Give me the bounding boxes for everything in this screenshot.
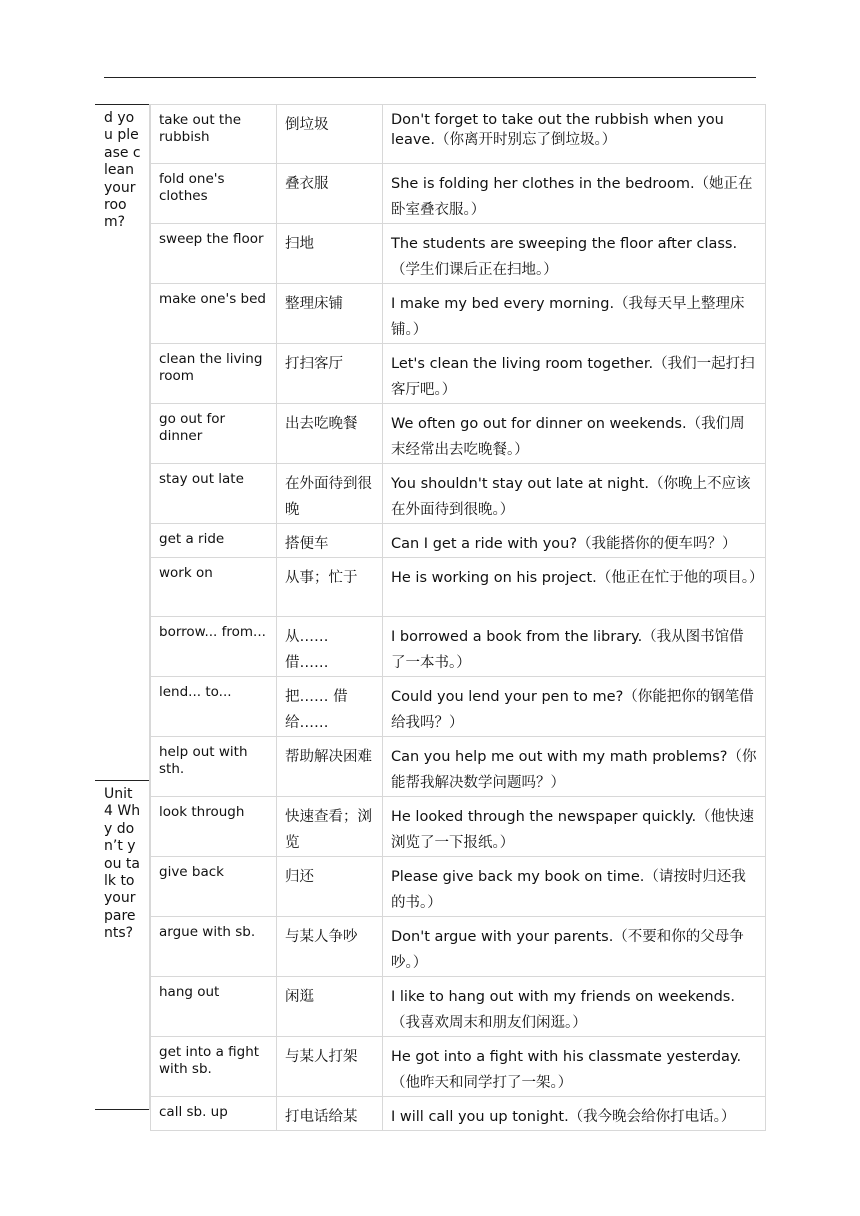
unit-separator-rule	[95, 780, 149, 781]
chinese-meaning-cell: 整理床铺	[277, 284, 383, 344]
example-sentence-cell: Let's clean the living room together.（我们一起打扫客厅吧。）	[383, 344, 766, 404]
unit-column-bottom-rule	[95, 1109, 149, 1110]
table-row	[151, 164, 766, 224]
example-sentence-cell: I like to hang out with my friends on weekends.（我喜欢周末和朋友们闲逛。）	[383, 977, 766, 1037]
chinese-meaning-cell: 闲逛	[277, 977, 383, 1037]
table-row	[151, 284, 766, 344]
table-row	[151, 857, 766, 917]
phrase-cell: clean the living room	[151, 344, 277, 404]
phrase-cell: sweep the floor	[151, 224, 277, 284]
chinese-meaning-cell: 与某人争吵	[277, 917, 383, 977]
phrase-cell: hang out	[151, 977, 277, 1037]
chinese-meaning-cell: 在外面待到很晚	[277, 464, 383, 524]
chinese-meaning-cell: 归还	[277, 857, 383, 917]
example-sentence-cell: Can I get a ride with you?（我能搭你的便车吗？）	[383, 524, 766, 558]
table-row	[151, 797, 766, 857]
table-row	[151, 524, 766, 558]
table-row	[151, 558, 766, 617]
chinese-meaning-cell: 与某人打架	[277, 1037, 383, 1097]
table-row	[151, 464, 766, 524]
chinese-meaning-cell: 打扫客厅	[277, 344, 383, 404]
table-row	[151, 224, 766, 284]
page-header-rule	[104, 77, 756, 78]
table-row	[151, 404, 766, 464]
example-sentence-cell: You shouldn't stay out late at night.（你晚上不应该在外面待到很晚。）	[383, 464, 766, 524]
table-row	[151, 617, 766, 677]
example-sentence-cell: Don't forget to take out the rubbish when you leave.（你离开时别忘了倒垃圾。）	[383, 105, 766, 164]
phrase-cell: lend... to...	[151, 677, 277, 737]
chinese-meaning-cell: 打电话给某	[277, 1097, 383, 1131]
phrase-cell: go out for dinner	[151, 404, 277, 464]
table-row	[151, 1097, 766, 1131]
table-row	[151, 737, 766, 797]
phrase-cell: help out with sth.	[151, 737, 277, 797]
phrase-cell: take out the rubbish	[151, 105, 277, 164]
table-row	[151, 1037, 766, 1097]
example-sentence-cell: He looked through the newspaper quickly.（他快速浏览了一下报纸。）	[383, 797, 766, 857]
unit-label: d you please clean your room?	[104, 110, 141, 231]
phrase-cell: give back	[151, 857, 277, 917]
phrase-cell: call sb. up	[151, 1097, 277, 1131]
example-sentence-cell: Don't argue with your parents.（不要和你的父母争吵。）	[383, 917, 766, 977]
chinese-meaning-cell: 从事；忙于	[277, 558, 383, 617]
chinese-meaning-cell: 把…… 借给……	[277, 677, 383, 737]
table-row	[151, 344, 766, 404]
chinese-meaning-cell: 从…… 借……	[277, 617, 383, 677]
table-row	[151, 677, 766, 737]
example-sentence-cell: We often go out for dinner on weekends.（我们周末经常出去吃晚餐。）	[383, 404, 766, 464]
phrase-cell: stay out late	[151, 464, 277, 524]
chinese-meaning-cell: 快速查看；浏览	[277, 797, 383, 857]
example-sentence-cell: I make my bed every morning.（我每天早上整理床铺。）	[383, 284, 766, 344]
vocabulary-table	[150, 104, 766, 1131]
chinese-meaning-cell: 叠衣服	[277, 164, 383, 224]
phrase-cell: argue with sb.	[151, 917, 277, 977]
phrase-cell: borrow... from...	[151, 617, 277, 677]
phrase-cell: work on	[151, 558, 277, 617]
example-sentence-cell: He is working on his project.（他正在忙于他的项目。）	[383, 558, 766, 617]
table-row	[151, 917, 766, 977]
phrase-cell: fold one's clothes	[151, 164, 277, 224]
phrase-cell: get into a fight with sb.	[151, 1037, 277, 1097]
table-row	[151, 977, 766, 1037]
phrase-cell: look through	[151, 797, 277, 857]
example-sentence-cell: Can you help me out with my math problems?（你能帮我解决数学问题吗？）	[383, 737, 766, 797]
example-sentence-cell: I will call you up tonight.（我今晚会给你打电话。）	[383, 1097, 766, 1131]
example-sentence-cell: He got into a fight with his classmate yesterday.（他昨天和同学打了一架。）	[383, 1037, 766, 1097]
example-sentence-cell: She is folding her clothes in the bedroom.（她正在卧室叠衣服。）	[383, 164, 766, 224]
chinese-meaning-cell: 扫地	[277, 224, 383, 284]
unit-column-top-rule	[95, 104, 149, 105]
example-sentence-cell: Could you lend your pen to me?（你能把你的钢笔借给我吗？）	[383, 677, 766, 737]
phrase-cell: get a ride	[151, 524, 277, 558]
unit-label: Unit 4 Why don’t you talk to your parents?	[104, 786, 141, 942]
phrase-cell: make one's bed	[151, 284, 277, 344]
example-sentence-cell: I borrowed a book from the library.（我从图书馆借了一本书。）	[383, 617, 766, 677]
chinese-meaning-cell: 搭便车	[277, 524, 383, 558]
chinese-meaning-cell: 出去吃晚餐	[277, 404, 383, 464]
table-row	[151, 105, 766, 164]
example-sentence-cell: Please give back my book on time.（请按时归还我的书。）	[383, 857, 766, 917]
chinese-meaning-cell: 帮助解决困难	[277, 737, 383, 797]
example-sentence-cell: The students are sweeping the floor after class.（学生们课后正在扫地。）	[383, 224, 766, 284]
chinese-meaning-cell: 倒垃圾	[277, 105, 383, 164]
